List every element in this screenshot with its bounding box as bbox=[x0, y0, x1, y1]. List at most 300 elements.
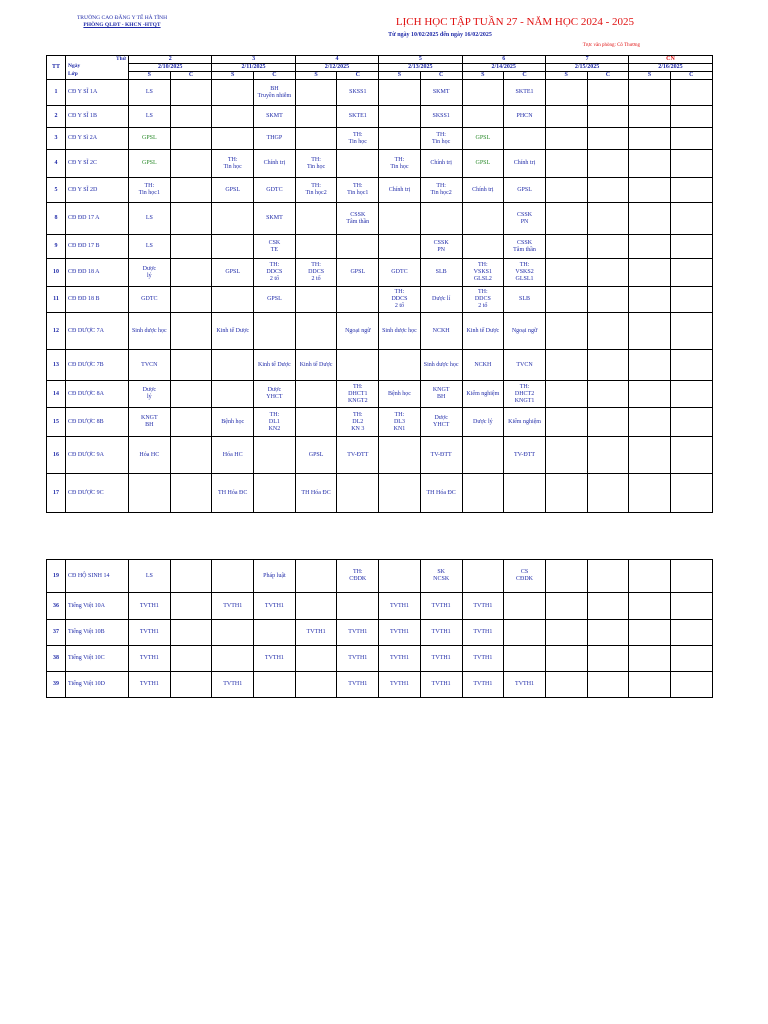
schedule-cell: Kiểm nghiệm bbox=[462, 381, 504, 408]
row-number: 39 bbox=[47, 672, 66, 698]
schedule-cell: Dược YHCT bbox=[420, 408, 462, 437]
schedule-cell bbox=[170, 313, 212, 350]
class-name: CĐ Y Sĩ 2A bbox=[66, 128, 129, 150]
session-afternoon: C bbox=[587, 72, 629, 80]
schedule-cell bbox=[420, 203, 462, 235]
schedule-cell bbox=[295, 313, 337, 350]
row-number: 38 bbox=[47, 646, 66, 672]
schedule-cell: SKMT bbox=[254, 203, 296, 235]
table-row bbox=[47, 381, 713, 408]
schedule-cell bbox=[170, 408, 212, 437]
schedule-cell: LS bbox=[129, 560, 171, 593]
schedule-cell: TH: CĐDK bbox=[337, 560, 379, 593]
table-row bbox=[47, 408, 713, 437]
duty-officer: Trực văn phòng: Cô Thương bbox=[582, 43, 640, 48]
table-row bbox=[47, 646, 713, 672]
class-name: CĐ DƯỢC 7A bbox=[66, 313, 129, 350]
schedule-cell bbox=[587, 620, 629, 646]
school-name bbox=[62, 15, 182, 29]
schedule-cell: TVTH1 bbox=[212, 593, 254, 620]
schedule-cell bbox=[170, 593, 212, 620]
schedule-cell bbox=[545, 313, 587, 350]
schedule-cell bbox=[670, 560, 712, 593]
class-name: Tiếng Việt 10C bbox=[66, 646, 129, 672]
day-date: 2/15/2025 bbox=[545, 64, 628, 72]
schedule-cell bbox=[504, 593, 546, 620]
schedule-cell bbox=[170, 437, 212, 474]
table-row bbox=[47, 235, 713, 259]
class-name: CĐ Y SĨ 1B bbox=[66, 106, 129, 128]
schedule-cell: TH: DL2 KN 3 bbox=[337, 408, 379, 437]
schedule-cell bbox=[545, 203, 587, 235]
row-number: 37 bbox=[47, 620, 66, 646]
schedule-cell: TVTH1 bbox=[337, 672, 379, 698]
schedule-cell bbox=[545, 646, 587, 672]
day-date: 2/11/2025 bbox=[212, 64, 295, 72]
schedule-cell: TVTH1 bbox=[129, 593, 171, 620]
schedule-cell bbox=[545, 235, 587, 259]
row-number: 3 bbox=[47, 128, 66, 150]
row-number: 11 bbox=[47, 287, 66, 313]
schedule-cell bbox=[129, 474, 171, 513]
schedule-cell bbox=[545, 474, 587, 513]
schedule-cell: TH: Tin học2 bbox=[420, 178, 462, 203]
schedule-cell: TVTH1 bbox=[462, 646, 504, 672]
schedule-cell bbox=[670, 259, 712, 287]
schedule-cell bbox=[462, 560, 504, 593]
schedule-cell: Hóa HC bbox=[212, 437, 254, 474]
schedule-cell bbox=[587, 287, 629, 313]
row-number: 12 bbox=[47, 313, 66, 350]
schedule-cell bbox=[587, 259, 629, 287]
schedule-cell: TVCN bbox=[504, 350, 546, 381]
schedule-cell: TVTH1 bbox=[129, 672, 171, 698]
schedule-cell bbox=[295, 646, 337, 672]
schedule-cell bbox=[170, 259, 212, 287]
schedule-cell bbox=[545, 106, 587, 128]
schedule-cell: TV-ĐTT bbox=[504, 437, 546, 474]
table-row bbox=[47, 350, 713, 381]
schedule-cell: TVTH1 bbox=[379, 620, 421, 646]
schedule-cell: TVTH1 bbox=[129, 620, 171, 646]
schedule-cell: TH: DHCT1 KNGT2 bbox=[337, 381, 379, 408]
session-morning: S bbox=[129, 72, 171, 80]
schedule-cell bbox=[545, 620, 587, 646]
schedule-cell bbox=[587, 560, 629, 593]
schedule-cell bbox=[462, 437, 504, 474]
schedule-table bbox=[46, 55, 713, 513]
schedule-cell: TVTH1 bbox=[379, 593, 421, 620]
schedule-cell bbox=[337, 287, 379, 313]
schedule-cell: BH Truyền nhiễm bbox=[254, 80, 296, 106]
schedule-cell: TH: DDCS 2 tổ bbox=[462, 287, 504, 313]
schedule-cell: Dược YHCT bbox=[254, 381, 296, 408]
class-name: CĐ Y SĨ 2D bbox=[66, 178, 129, 203]
schedule-cell bbox=[670, 80, 712, 106]
schedule-cell bbox=[295, 106, 337, 128]
schedule-cell bbox=[337, 474, 379, 513]
class-name: CĐ ĐD 17 A bbox=[66, 203, 129, 235]
row-number: 9 bbox=[47, 235, 66, 259]
schedule-cell: THGP bbox=[254, 128, 296, 150]
schedule-cell: TH: VSKS2 GLSL1 bbox=[504, 259, 546, 287]
schedule-cell bbox=[170, 381, 212, 408]
schedule-cell bbox=[212, 381, 254, 408]
table-row bbox=[47, 80, 713, 106]
session-afternoon: C bbox=[337, 72, 379, 80]
schedule-cell bbox=[212, 287, 254, 313]
schedule-cell bbox=[170, 350, 212, 381]
session-morning: S bbox=[295, 72, 337, 80]
schedule-cell bbox=[545, 350, 587, 381]
schedule-cell bbox=[212, 350, 254, 381]
schedule-cell: Chính trị bbox=[420, 150, 462, 178]
schedule-cell: LS bbox=[129, 235, 171, 259]
schedule-cell: Bệnh học bbox=[379, 381, 421, 408]
schedule-cell: KNGT BH bbox=[420, 381, 462, 408]
schedule-cell: TVTH1 bbox=[337, 620, 379, 646]
schedule-cell bbox=[629, 646, 671, 672]
table-row bbox=[47, 672, 713, 698]
schedule-cell bbox=[295, 560, 337, 593]
table-row bbox=[47, 178, 713, 203]
schedule-cell bbox=[587, 672, 629, 698]
schedule-cell bbox=[379, 128, 421, 150]
schedule-cell: TH: DHCT2 KNGT1 bbox=[504, 381, 546, 408]
schedule-cell bbox=[295, 235, 337, 259]
schedule-cell bbox=[629, 672, 671, 698]
schedule-cell: TH Hóa ĐC bbox=[295, 474, 337, 513]
schedule-cell: GPSL bbox=[295, 437, 337, 474]
schedule-cell: CSSK Tâm thần bbox=[337, 203, 379, 235]
class-name: Tiếng Việt 10B bbox=[66, 620, 129, 646]
schedule-cell bbox=[670, 178, 712, 203]
schedule-cell bbox=[504, 128, 546, 150]
row-number: 15 bbox=[47, 408, 66, 437]
schedule-cell bbox=[295, 381, 337, 408]
table-row bbox=[47, 203, 713, 235]
schedule-cell: Bệnh học bbox=[212, 408, 254, 437]
day-date: 2/16/2025 bbox=[629, 64, 712, 72]
schedule-cell: TH: Tin học2 bbox=[295, 178, 337, 203]
schedule-cell bbox=[670, 203, 712, 235]
schedule-cell bbox=[462, 203, 504, 235]
schedule-cell bbox=[295, 80, 337, 106]
session-morning: S bbox=[629, 72, 671, 80]
schedule-cell bbox=[504, 620, 546, 646]
schedule-cell: SKTE1 bbox=[337, 106, 379, 128]
schedule-cell bbox=[170, 474, 212, 513]
class-name: CĐ DƯỢC 7B bbox=[66, 350, 129, 381]
table-row bbox=[47, 106, 713, 128]
session-morning: S bbox=[379, 72, 421, 80]
schedule-cell bbox=[337, 350, 379, 381]
schedule-cell: TH Hóa ĐC bbox=[212, 474, 254, 513]
schedule-cell: Sinh dược học bbox=[420, 350, 462, 381]
schedule-cell bbox=[295, 408, 337, 437]
day-date: 2/14/2025 bbox=[462, 64, 545, 72]
schedule-cell bbox=[587, 313, 629, 350]
schedule-cell bbox=[170, 646, 212, 672]
schedule-cell: TH: Tin học bbox=[420, 128, 462, 150]
schedule-cell bbox=[379, 437, 421, 474]
schedule-cell bbox=[545, 287, 587, 313]
day-date: 2/10/2025 bbox=[129, 64, 212, 72]
row-number: 14 bbox=[47, 381, 66, 408]
class-name: CĐ ĐD 17 B bbox=[66, 235, 129, 259]
schedule-cell bbox=[212, 203, 254, 235]
schedule-cell bbox=[587, 381, 629, 408]
schedule-cell bbox=[504, 646, 546, 672]
schedule-cell: CSK TE bbox=[254, 235, 296, 259]
schedule-cell: SLB bbox=[504, 287, 546, 313]
schedule-cell: SKMT bbox=[254, 106, 296, 128]
schedule-cell bbox=[629, 178, 671, 203]
session-morning: S bbox=[212, 72, 254, 80]
schedule-cell bbox=[337, 593, 379, 620]
schedule-cell: TVTH1 bbox=[462, 620, 504, 646]
schedule-cell bbox=[670, 646, 712, 672]
schedule-cell bbox=[295, 593, 337, 620]
schedule-cell bbox=[545, 381, 587, 408]
schedule-cell: LS bbox=[129, 203, 171, 235]
session-morning: S bbox=[462, 72, 504, 80]
schedule-cell bbox=[545, 128, 587, 150]
row-number: 16 bbox=[47, 437, 66, 474]
schedule-cell: TVTH1 bbox=[337, 646, 379, 672]
schedule-cell bbox=[670, 437, 712, 474]
day-of-week: CN bbox=[629, 56, 712, 64]
schedule-cell: Ngoại ngữ bbox=[337, 313, 379, 350]
day-of-week: 2 bbox=[129, 56, 212, 64]
schedule-cell: Dược lý bbox=[129, 381, 171, 408]
session-afternoon: C bbox=[504, 72, 546, 80]
schedule-cell bbox=[670, 235, 712, 259]
col-header-corner bbox=[66, 56, 129, 80]
table-row bbox=[47, 620, 713, 646]
schedule-cell: TVTH1 bbox=[379, 646, 421, 672]
day-of-week: 4 bbox=[295, 56, 378, 64]
schedule-cell: TVTH1 bbox=[420, 620, 462, 646]
schedule-cell: TH: Tin học bbox=[337, 128, 379, 150]
table-row bbox=[47, 313, 713, 350]
schedule-cell bbox=[587, 150, 629, 178]
day-of-week: 3 bbox=[212, 56, 295, 64]
schedule-cell: GPSL bbox=[212, 178, 254, 203]
schedule-cell bbox=[170, 672, 212, 698]
schedule-cell: CS CĐDK bbox=[504, 560, 546, 593]
session-morning: S bbox=[545, 72, 587, 80]
schedule-cell bbox=[670, 313, 712, 350]
schedule-cell: TH: DDCS 2 tổ bbox=[254, 259, 296, 287]
schedule-cell bbox=[629, 408, 671, 437]
schedule-cell bbox=[629, 128, 671, 150]
schedule-cell bbox=[337, 235, 379, 259]
schedule-cell bbox=[670, 672, 712, 698]
schedule-cell bbox=[170, 80, 212, 106]
schedule-cell: Dược lý bbox=[462, 408, 504, 437]
session-afternoon: C bbox=[170, 72, 212, 80]
schedule-cell bbox=[254, 474, 296, 513]
schedule-cell: TH: Tin học bbox=[379, 150, 421, 178]
schedule-cell bbox=[587, 350, 629, 381]
schedule-cell bbox=[629, 593, 671, 620]
schedule-cell bbox=[629, 287, 671, 313]
schedule-cell bbox=[587, 474, 629, 513]
schedule-cell bbox=[379, 560, 421, 593]
schedule-cell bbox=[295, 672, 337, 698]
schedule-cell bbox=[670, 474, 712, 513]
table-row bbox=[47, 593, 713, 620]
schedule-cell bbox=[629, 560, 671, 593]
schedule-cell bbox=[587, 203, 629, 235]
schedule-cell: TH: VSKS1 GLSL2 bbox=[462, 259, 504, 287]
schedule-cell bbox=[629, 259, 671, 287]
date-range: Từ ngày 10/02/2025 đến ngày 16/02/2025 bbox=[388, 32, 492, 38]
schedule-cell bbox=[170, 620, 212, 646]
schedule-cell bbox=[629, 203, 671, 235]
schedule-cell: SK NCSK bbox=[420, 560, 462, 593]
schedule-cell bbox=[587, 235, 629, 259]
class-name: CĐ DƯỢC 9C bbox=[66, 474, 129, 513]
schedule-cell: TH: Tin học1 bbox=[129, 178, 171, 203]
schedule-cell: TH Hóa ĐC bbox=[420, 474, 462, 513]
schedule-cell bbox=[670, 350, 712, 381]
schedule-cell bbox=[212, 620, 254, 646]
schedule-cell bbox=[629, 150, 671, 178]
schedule-cell: Kinh tế Dược bbox=[212, 313, 254, 350]
schedule-cell: TVTH1 bbox=[420, 672, 462, 698]
schedule-cell: TVCN bbox=[129, 350, 171, 381]
schedule-cell bbox=[212, 80, 254, 106]
class-name: CĐ ĐD 18 A bbox=[66, 259, 129, 287]
row-number: 17 bbox=[47, 474, 66, 513]
schedule-cell bbox=[587, 593, 629, 620]
schedule-cell: Kinh tế Dược bbox=[254, 350, 296, 381]
schedule-cell: GPSL bbox=[462, 128, 504, 150]
schedule-cell: TVTH1 bbox=[379, 672, 421, 698]
schedule-cell: LS bbox=[129, 106, 171, 128]
schedule-cell bbox=[629, 350, 671, 381]
table-row bbox=[47, 259, 713, 287]
schedule-cell bbox=[254, 672, 296, 698]
schedule-cell bbox=[170, 560, 212, 593]
schedule-cell bbox=[212, 235, 254, 259]
schedule-cell bbox=[629, 474, 671, 513]
schedule-cell bbox=[295, 287, 337, 313]
schedule-cell bbox=[254, 437, 296, 474]
schedule-cell: Sinh dược học bbox=[379, 313, 421, 350]
schedule-cell bbox=[462, 474, 504, 513]
department-name: PHÒNG QLĐT - KHCN -HTQT bbox=[83, 22, 161, 28]
schedule-cell bbox=[170, 150, 212, 178]
row-number: 4 bbox=[47, 150, 66, 178]
schedule-cell: TV-ĐTT bbox=[420, 437, 462, 474]
schedule-cell bbox=[629, 235, 671, 259]
schedule-cell bbox=[587, 128, 629, 150]
class-name: CĐ Y SĨ 1A bbox=[66, 80, 129, 106]
schedule-cell bbox=[379, 80, 421, 106]
schedule-cell bbox=[212, 560, 254, 593]
schedule-cell bbox=[629, 437, 671, 474]
schedule-cell bbox=[587, 178, 629, 203]
schedule-cell: TH: DDCS 2 tổ bbox=[295, 259, 337, 287]
corner-label-thu: Thứ bbox=[115, 56, 126, 62]
schedule-cell: Kinh tế Dược bbox=[295, 350, 337, 381]
schedule-cell bbox=[670, 620, 712, 646]
schedule-cell bbox=[295, 128, 337, 150]
schedule-cell: Chính trị bbox=[254, 150, 296, 178]
schedule-cell bbox=[170, 235, 212, 259]
schedule-cell bbox=[629, 620, 671, 646]
day-of-week: 6 bbox=[462, 56, 545, 64]
schedule-cell: GPSL bbox=[212, 259, 254, 287]
schedule-cell: GPSL bbox=[254, 287, 296, 313]
schedule-cell: TH: Tin học bbox=[295, 150, 337, 178]
schedule-cell: Chính trị bbox=[504, 150, 546, 178]
row-number: 8 bbox=[47, 203, 66, 235]
schedule-cell bbox=[379, 106, 421, 128]
row-number: 13 bbox=[47, 350, 66, 381]
schedule-cell: TVTH1 bbox=[212, 672, 254, 698]
schedule-cell bbox=[629, 313, 671, 350]
schedule-cell bbox=[170, 287, 212, 313]
schedule-cell: GDTC bbox=[129, 287, 171, 313]
page-title: LỊCH HỌC TẬP TUẦN 27 - NĂM HỌC 2024 - 2025 bbox=[395, 16, 635, 28]
table-row bbox=[47, 150, 713, 178]
class-name: Tiếng Việt 10A bbox=[66, 593, 129, 620]
schedule-cell: Kiểm nghiệm bbox=[504, 408, 546, 437]
schedule-cell bbox=[254, 313, 296, 350]
schedule-cell: CSSK PN bbox=[420, 235, 462, 259]
schedule-cell bbox=[545, 150, 587, 178]
table-row bbox=[47, 474, 713, 513]
schedule-cell bbox=[379, 350, 421, 381]
schedule-cell bbox=[587, 408, 629, 437]
school-name-text: TRƯỜNG CAO ĐẲNG Y TẾ HÀ TĨNH bbox=[76, 15, 168, 21]
table-row bbox=[47, 287, 713, 313]
schedule-cell bbox=[170, 178, 212, 203]
schedule-cell bbox=[212, 106, 254, 128]
class-name: CĐ DƯỢC 9A bbox=[66, 437, 129, 474]
session-afternoon: C bbox=[420, 72, 462, 80]
schedule-cell bbox=[670, 408, 712, 437]
class-name: CĐ Y SĨ 2C bbox=[66, 150, 129, 178]
class-name: CĐ DƯỢC 8B bbox=[66, 408, 129, 437]
schedule-cell bbox=[295, 203, 337, 235]
schedule-cell bbox=[629, 381, 671, 408]
schedule-cell bbox=[545, 178, 587, 203]
schedule-cell bbox=[254, 620, 296, 646]
schedule-cell: CSSK PN bbox=[504, 203, 546, 235]
schedule-cell bbox=[212, 646, 254, 672]
schedule-cell bbox=[170, 106, 212, 128]
schedule-cell: PHCN bbox=[504, 106, 546, 128]
schedule-cell: Dược lý bbox=[129, 259, 171, 287]
schedule-cell bbox=[629, 106, 671, 128]
schedule-cell: TVTH1 bbox=[254, 593, 296, 620]
schedule-cell bbox=[670, 287, 712, 313]
table-row bbox=[47, 437, 713, 474]
schedule-cell bbox=[545, 259, 587, 287]
schedule-cell bbox=[379, 474, 421, 513]
schedule-cell: GPSL bbox=[129, 128, 171, 150]
row-number: 10 bbox=[47, 259, 66, 287]
schedule-cell: LS bbox=[129, 80, 171, 106]
table-row bbox=[47, 128, 713, 150]
schedule-cell bbox=[504, 474, 546, 513]
schedule-cell: TVTH1 bbox=[295, 620, 337, 646]
